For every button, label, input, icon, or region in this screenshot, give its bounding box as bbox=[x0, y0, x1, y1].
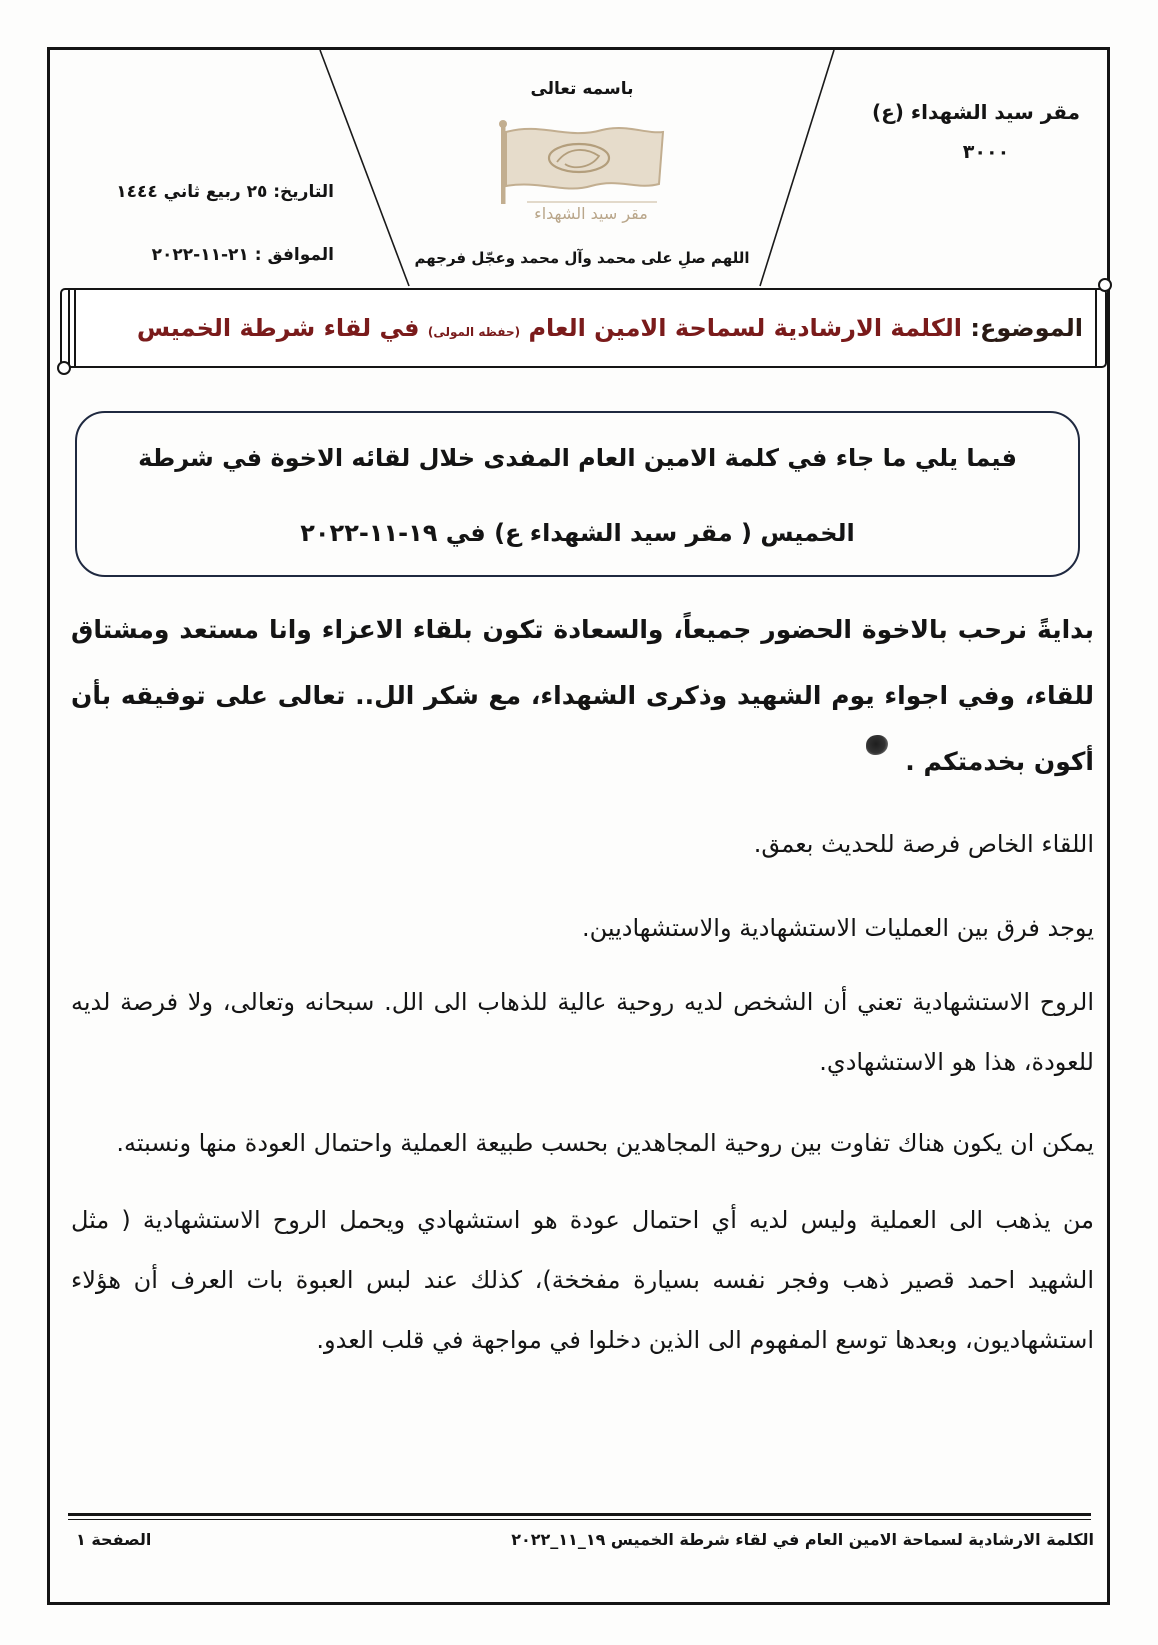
reference-number: ٣٠٠٠ bbox=[962, 141, 1010, 163]
paragraph: يوجد فرق بين العمليات الاستشهادية والاستشهاديين. bbox=[581, 914, 1094, 942]
subject-label: الموضوع: bbox=[970, 314, 1083, 342]
logo-text: مقر سيد الشهداء bbox=[534, 204, 648, 223]
paragraph: من يذهب الى العملية وليس لديه أي احتمال عودة هو استشهادي ويحمل الروح الاستشهادية ( مثل الشهيد احمد قصير ذهب وفجر نفسه بسيارة مفخخة)، كذلك عند لبس العبوة بات العرف أن هؤلاء استشهاديون، وبعدها توسع المفهوم الى الذين دخلوا في مواجهة في قلب العدو. bbox=[71, 1206, 1094, 1354]
speech-body bbox=[71, 597, 1094, 1502]
footer-title: الكلمة الارشادية لسماحة الامين العام في لقاء شرطة الخميس ١٩_١١_٢٠٢٢ bbox=[511, 1530, 1094, 1549]
intro-line-2: الخميس ( مقر سيد الشهداء ع) في ١٩-١١-٢٠٢٢ bbox=[300, 519, 855, 547]
salawat-line: اللهم صلِ على محمد وآل محمد وعجّل فرجهم bbox=[414, 249, 750, 267]
footer-rule bbox=[68, 1513, 1091, 1520]
gregorian-date: الموافق : ٢١-١١-٢٠٢٢ bbox=[151, 245, 334, 265]
scroll-curl-top-right bbox=[1098, 278, 1112, 292]
scroll-right-roll bbox=[1095, 288, 1097, 368]
intro-box bbox=[75, 411, 1080, 577]
paragraph: يمكن ان يكون هناك تفاوت بين روحية المجاهدين بحسب طبيعة العملية واحتمال العودة منها ونسبته. bbox=[116, 1129, 1094, 1157]
scroll-curl-bottom-left bbox=[57, 361, 71, 375]
organization-name: مقر سيد الشهداء (ع) bbox=[872, 100, 1080, 124]
page-number: الصفحة ١ bbox=[76, 1530, 152, 1549]
flag-pole bbox=[501, 126, 506, 204]
subject-event: في لقاء شرطة الخميس bbox=[136, 314, 420, 342]
basmala: باسمه تعالى bbox=[530, 79, 634, 99]
flag-logo-icon bbox=[487, 118, 677, 228]
hijri-date: التاريخ: ٢٥ ربيع ثاني ١٤٤٤ bbox=[116, 182, 334, 202]
intro-line-1: فيما يلي ما جاء في كلمة الامين العام المفدى خلال لقائه الاخوة في شرطة bbox=[138, 444, 1017, 472]
paragraph: الروح الاستشهادية تعني أن الشخص لديه روحية عالية للذهاب الى الل. سبحانه وتعالى، ولا فرصة لديه للعودة، هذا هو الاستشهادي. bbox=[71, 988, 1094, 1076]
subject-honorific: (حفظه المولى) bbox=[427, 325, 521, 339]
flag-cloth bbox=[506, 128, 663, 188]
paragraph: اللقاء الخاص فرصة للحديث بعمق. bbox=[753, 830, 1094, 858]
subject-line bbox=[137, 290, 1083, 366]
paragraph-opening: بدايةً نرحب بالاخوة الحضور جميعاً، والسعادة تكون بلقاء الاعزاء وانا مستعد ومشتاق للقاء، وفي اجواء يوم الشهيد وذكرى الشهداء، مع شكر الل.. تعالى على توفيقه بأن أكون بخدمتكم . bbox=[71, 615, 1094, 776]
subject-banner bbox=[60, 288, 1107, 368]
scroll-left-roll bbox=[68, 288, 76, 368]
subject-title: الكلمة الارشادية لسماحة الامين العام bbox=[528, 314, 963, 342]
